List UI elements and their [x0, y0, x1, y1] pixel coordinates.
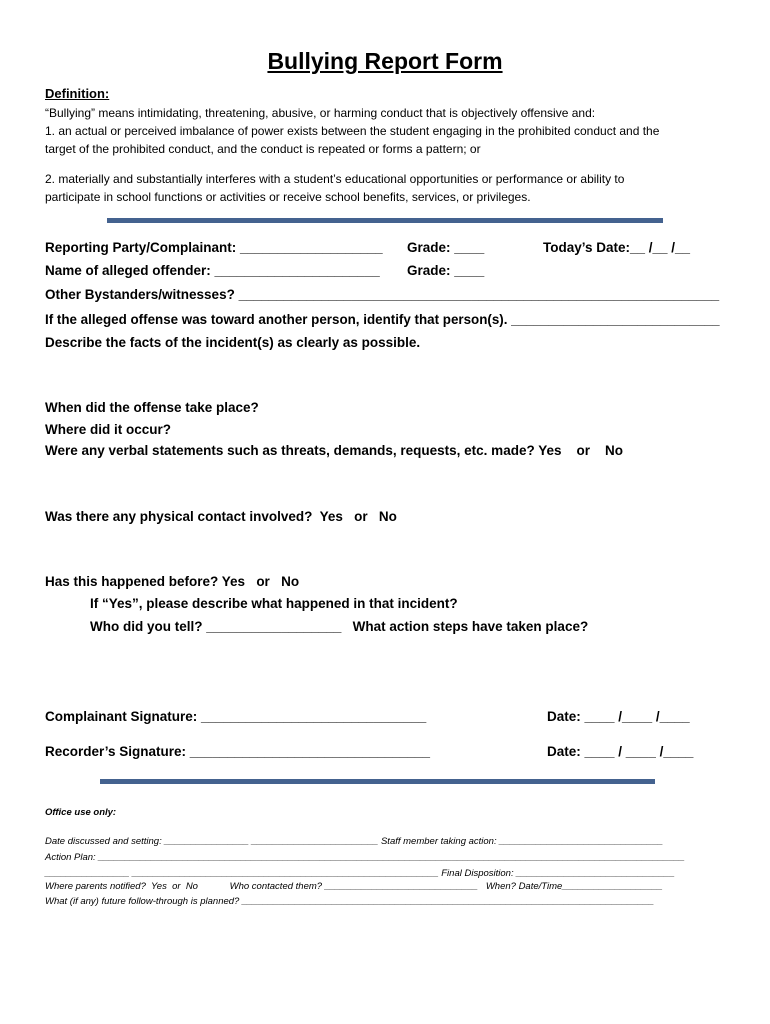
where-prompt: Where did it occur? [45, 422, 172, 437]
definition-line: 1. an actual or perceived imbalance of power exists between the student engaging in the prohibited conduct and the [45, 124, 660, 138]
office-line-final-disposition[interactable]: ________________ __________________________________________________________ Final Disposition: ______________________________ [45, 868, 675, 879]
office-line-action-plan[interactable]: Action Plan: _______________________________________________________________________________________________________________ [45, 852, 685, 863]
office-line-follow-through[interactable]: What (if any) future follow-through is planned? ______________________________________________________________________________ [45, 896, 655, 907]
todays-date-field[interactable]: Today’s Date:__ /__ /__ [543, 240, 691, 255]
office-line-parents-notified[interactable]: Where parents notified? Yes or No Who contacted them? _____________________________ When? Date/Time___________________ [45, 881, 663, 892]
physical-contact-question: Was there any physical contact involved? Yes or No [45, 509, 397, 524]
divider [100, 779, 655, 784]
office-use-heading: Office use only: [45, 807, 117, 818]
complainant-date-field[interactable]: Date: ____ /____ /____ [547, 709, 690, 724]
definition-line: “Bullying” means intimidating, threatening, abusive, or harming conduct that is objectively offensive and: [45, 106, 596, 120]
definition-line: participate in school functions or activities or receive school benefits, services, or privileges. [45, 190, 531, 204]
recorder-date-field[interactable]: Date: ____ / ____ /____ [547, 744, 694, 759]
happened-before-question: Has this happened before? Yes or No [45, 574, 300, 589]
page-title: Bullying Report Form [267, 48, 503, 74]
verbal-statements-question: Were any verbal statements such as threats, demands, requests, etc. made? Yes or No [45, 443, 623, 458]
complainant-signature-field[interactable]: Complainant Signature: ______________________________ [45, 709, 427, 724]
grade-field[interactable]: Grade: ____ [407, 240, 485, 255]
office-line-date-discussed[interactable]: Date discussed and setting: ________________ ________________________ Staff member taking action: _______________________________ [45, 836, 664, 847]
offender-grade-field[interactable]: Grade: ____ [407, 263, 485, 278]
who-did-you-tell-field[interactable]: Who did you tell? __________________ What action steps have taken place? [90, 619, 589, 634]
target-person-field[interactable]: If the alleged offense was toward another person, identify that person(s). ____________________________ [45, 312, 720, 327]
bystanders-field[interactable]: Other Bystanders/witnesses? ________________________________________________________________ [45, 287, 720, 302]
describe-facts-prompt: Describe the facts of the incident(s) as clearly as possible. [45, 335, 421, 350]
offender-name-field[interactable]: Name of alleged offender: ______________________ [45, 263, 380, 278]
if-yes-prompt: If “Yes”, please describe what happened in that incident? [90, 596, 458, 611]
recorder-signature-field[interactable]: Recorder’s Signature: ________________________________ [45, 744, 431, 759]
when-prompt: When did the offense take place? [45, 400, 259, 415]
reporting-party-field[interactable]: Reporting Party/Complainant: ___________________ [45, 240, 383, 255]
definition-line: target of the prohibited conduct, and the conduct is repeated or forms a pattern; or [45, 142, 481, 156]
divider [107, 218, 663, 223]
definition-heading: Definition: [45, 86, 110, 101]
definition-line: 2. materially and substantially interferes with a student’s educational opportunities or performance or ability to [45, 172, 625, 186]
